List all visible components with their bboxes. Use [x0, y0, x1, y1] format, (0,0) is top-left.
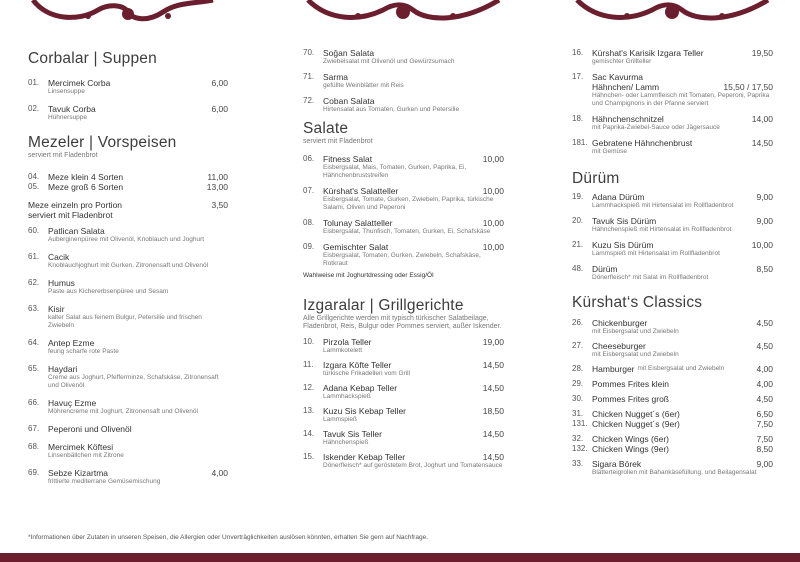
item-name: Kuzu Sis Dürüm	[592, 240, 654, 250]
item-name: Cacik	[48, 252, 70, 262]
item-number: 31.	[572, 409, 584, 418]
item-name: Kuzu Sis Kebap Teller	[323, 406, 407, 416]
salad-top-list	[303, 48, 504, 114]
item-name: Chicken Nugget´s (6er)	[592, 409, 680, 419]
item-number: 12.	[303, 383, 315, 392]
item-number: 27.	[572, 341, 584, 350]
item-description: Hähnchenspieß mit Hirtensalat im Rollfladenbrot	[592, 226, 732, 233]
item-price: 14,50	[482, 452, 504, 462]
item-name: Hähnchenschnitzel	[592, 114, 664, 124]
item-name: Meze klein 4 Sorten	[48, 172, 124, 182]
item-number: 13.	[303, 406, 315, 415]
item-name: Chicken Wings (9er)	[592, 444, 669, 454]
item-description: kalter Salat aus feinem Bulgur, Petersilie und frischen Zwiebeln	[48, 314, 202, 329]
item-price: 4,50	[756, 318, 773, 328]
item-name: Iskender Kebap Teller	[323, 452, 406, 462]
item-row	[572, 444, 773, 454]
item-description: mit Paprika-Zwiebel-Sauce oder Jägersauce	[592, 124, 720, 131]
menu-item	[303, 154, 504, 180]
menu-item	[28, 78, 228, 96]
item-row	[572, 434, 773, 444]
meze-einzeln-sub: serviert mit Fladenbrot	[28, 210, 113, 220]
item-row	[572, 318, 773, 328]
item-row	[572, 364, 773, 374]
item-number: 10.	[303, 337, 315, 346]
item-description: Lammspieß mit Hirtensalat im Rollfladenbrot	[592, 250, 720, 257]
item-name: Chickenburger	[592, 318, 648, 328]
item-description: gefüllte Weinblätter mit Reis	[323, 82, 404, 89]
menu-item	[28, 278, 228, 296]
item-price: 4,00	[211, 468, 228, 478]
allergy-footnote: *Informationen über Zutaten in unseren Speisen, die Allergien oder Unverträglichkeiten auslösen könnten, erhalten Sie gern auf Nachfrage.	[28, 534, 429, 541]
item-row	[303, 186, 504, 196]
item-inline-description: mit Eisbergsalat und Zwiebeln	[637, 365, 725, 372]
item-row	[28, 398, 228, 408]
item-row	[28, 278, 228, 288]
item-row	[303, 337, 504, 347]
item-row	[28, 338, 228, 348]
item-row	[303, 154, 504, 164]
menu-item	[572, 394, 773, 404]
item-description: Lammspieß	[323, 416, 357, 423]
item-price: 6,00	[211, 78, 228, 88]
item-row	[28, 304, 228, 314]
item-description: Eisbergsalat, Thunfisch, Tomaten, Gurken, Ei, Schafskäse	[323, 228, 491, 235]
item-number: 15.	[303, 452, 315, 461]
item-price: 6,50	[756, 409, 773, 419]
durum-list	[572, 192, 773, 282]
menu-item	[572, 434, 773, 444]
item-row	[572, 419, 773, 429]
item-name: Kisir	[48, 304, 65, 314]
item-price: 10,00	[482, 218, 504, 228]
item-description: Blätterteigrollen mit Bahankäsefüllung, und Beilagensalat	[592, 469, 757, 476]
menu-item	[28, 252, 228, 270]
item-name: Haydari	[48, 364, 78, 374]
item-name: Sigara Börek	[592, 459, 642, 469]
item-name: Gemischter Salat	[323, 242, 389, 252]
item-number: 01.	[28, 78, 40, 87]
item-number: 70.	[303, 48, 315, 57]
item-name: Izgara Köfte Teller	[323, 360, 392, 370]
item-number: 07.	[303, 186, 315, 195]
item-row	[572, 138, 773, 148]
menu-item	[572, 138, 773, 156]
item-price: 14,50	[482, 360, 504, 370]
item-description: Hirtensalat aus Tomaten, Gurken und Petersilie	[323, 106, 460, 113]
item-price: 9,00	[756, 192, 773, 202]
item-name: Humus	[48, 278, 75, 288]
item-row	[28, 252, 228, 262]
item-name: Pommes Frites klein	[592, 379, 669, 389]
item-number: 17.	[572, 72, 584, 81]
item-description: frittierte mediterrane Gemüsemischung	[48, 478, 161, 485]
menu-item	[28, 172, 228, 182]
item-price: 8,50	[756, 444, 773, 454]
item-number: 72.	[303, 96, 315, 105]
item-description: feurig scharfe rote Paste	[48, 348, 119, 355]
item-price: 10,00	[482, 242, 504, 252]
menu-item	[572, 264, 773, 282]
item-name: Peperoni und Olivenöl	[48, 424, 132, 434]
item-price: 11,00	[207, 172, 228, 182]
menu-item	[303, 337, 504, 355]
item-row	[572, 394, 773, 404]
item-price: 4,00	[756, 364, 773, 374]
item-number: 67.	[28, 424, 40, 433]
item-name: Sebze Kizartma	[48, 468, 108, 478]
item-name: Chicken Wings (6er)	[592, 434, 669, 444]
section-title-izgara: Izgaralar | Grillgerichte	[303, 297, 464, 314]
item-name: Kürshat's Karisik Izgara Teller	[592, 48, 704, 58]
item-price: 4,00	[756, 379, 773, 389]
item-description: Lammkotelett	[323, 347, 363, 354]
menu-item	[303, 242, 504, 268]
item-number: 29.	[572, 379, 584, 388]
item-row	[572, 82, 773, 92]
item-description: Hähnchenspieß	[323, 439, 369, 446]
classics-list	[572, 318, 773, 477]
menu-item	[572, 341, 773, 359]
item-name: Adana Kebap Teller	[323, 383, 398, 393]
item-number: 02.	[28, 104, 40, 113]
menu-item	[572, 48, 773, 66]
menu-item	[303, 218, 504, 236]
item-row	[572, 409, 773, 419]
item-row	[303, 360, 504, 370]
item-number: 30.	[572, 394, 584, 403]
menu-item	[28, 468, 228, 486]
item-number: 21.	[572, 240, 584, 249]
item-description: Auberginenpüree mit Olivenöl, Knoblauch und Joghurt	[48, 236, 205, 243]
item-description: Hähnchen- oder Lammfleisch mit Tomaten, Peperoni, Paprika und Champignons in der Pfanne serviert	[592, 92, 770, 107]
item-row	[572, 72, 773, 82]
menu-item	[303, 360, 504, 378]
meze-einzeln	[28, 200, 228, 210]
menu-item	[28, 226, 228, 244]
item-number: 68.	[28, 442, 40, 451]
item-price: 4,50	[756, 341, 773, 351]
menu-item	[303, 406, 504, 424]
item-number: 62.	[28, 278, 40, 287]
item-description: Linsensuppe	[48, 88, 85, 95]
meze-einzeln-label: Meze einzeln pro Portion	[28, 200, 123, 210]
item-row	[303, 72, 504, 82]
item-price: 7,50	[756, 434, 773, 444]
salate-list	[303, 154, 504, 268]
item-name: Tavuk Corba	[48, 104, 96, 114]
item-name: Gebratene Hähnchenbrust	[592, 138, 693, 148]
item-price: 19,50	[751, 48, 773, 58]
section-subtitle: serviert mit Fladenbrot	[28, 152, 98, 159]
menu-item	[303, 452, 504, 470]
item-number: 32.	[572, 434, 584, 443]
item-row	[572, 240, 773, 250]
item-description: Paste aus Kichererbsenpüree und Sesam	[48, 288, 169, 295]
section-subtitle: serviert mit Fladenbrot	[303, 138, 373, 145]
menu-item	[303, 72, 504, 90]
menu-item	[572, 364, 773, 374]
item-description: türkische Frikadellen vom Grill	[323, 370, 411, 377]
ornament-left	[28, 0, 218, 26]
item-row	[303, 406, 504, 416]
item-price: 14,50	[751, 138, 773, 148]
item-name: Sarma	[323, 72, 349, 82]
menu-item	[572, 459, 773, 477]
menu-item	[28, 442, 228, 460]
item-name: Kürshat's Salatteller	[323, 186, 399, 196]
item-description: Lammhackspieß mit Hirtensalat im Rollfladenbrot	[592, 202, 734, 209]
item-description: gemischter Grillteller	[592, 58, 652, 65]
item-number: 20.	[572, 216, 584, 225]
item-name: Antep Ezme	[48, 338, 95, 348]
item-number: 16.	[572, 48, 584, 57]
menu-item	[572, 216, 773, 234]
item-name: Meze groß 6 Sorten	[48, 182, 124, 192]
menu-item	[28, 338, 228, 356]
item-description: mit Eisbergsalat und Zwiebeln	[592, 351, 679, 358]
item-name: Pirzola Teller	[323, 337, 372, 347]
item-number: 19.	[572, 192, 584, 201]
item-price: 14,50	[482, 429, 504, 439]
menu-item	[572, 192, 773, 210]
meze-list	[28, 226, 228, 486]
item-name: Soğan Salata	[323, 48, 375, 58]
item-number: 08.	[303, 218, 315, 227]
item-number: 04.	[28, 172, 40, 181]
item-name: Dürüm	[592, 264, 618, 274]
item-row	[28, 364, 228, 374]
menu-item	[572, 409, 773, 419]
item-number: 71.	[303, 72, 315, 81]
item-price: 6,00	[211, 104, 228, 114]
item-price: 7,50	[756, 419, 773, 429]
menu-item	[28, 182, 228, 192]
item-price: 9,00	[756, 216, 773, 226]
item-description: Linsenbällchen mit Zitrone	[48, 452, 124, 459]
item-name: Tolunay Salatteller	[323, 218, 393, 228]
item-description: Eisbergsalat, Tomate, Gurken, Zwiebeln, Paprika, türkische Salami, Oliven und Peperoni	[323, 196, 494, 211]
item-row	[28, 424, 228, 434]
menu-item	[28, 424, 228, 434]
item-number: 26.	[572, 318, 584, 327]
item-number: 48.	[572, 264, 584, 273]
section-title-salate: Salate	[303, 120, 349, 137]
item-name: Mercimek Corba	[48, 78, 111, 88]
item-price: 10,00	[751, 240, 773, 250]
item-row	[28, 442, 228, 452]
section-title-classics: Kürshat‘s Classics	[572, 294, 703, 311]
item-name: Tavuk Sis Dürüm	[592, 216, 657, 226]
menu-item	[572, 240, 773, 258]
grill-top-list	[572, 48, 773, 156]
item-number: 64.	[28, 338, 40, 347]
item-number: 65.	[28, 364, 40, 373]
item-number: 06.	[303, 154, 315, 163]
item-name: Cheeseburger	[592, 341, 646, 351]
item-number: 11.	[303, 360, 314, 369]
item-row	[303, 218, 504, 228]
menu-column-3	[572, 48, 773, 477]
item-number: 33.	[572, 459, 584, 468]
section-title-durum: Dürüm	[572, 170, 620, 187]
item-name: Chicken Nugget´s (9er)	[592, 419, 680, 429]
item-name: Fitness Salat	[323, 154, 373, 164]
item-row	[572, 216, 773, 226]
item-price: 14,50	[482, 383, 504, 393]
item-description: Dönerfleisch* mit Salat im Rollfladenbrot	[592, 274, 709, 281]
item-number: 14.	[303, 429, 315, 438]
menu-item	[572, 114, 773, 132]
item-name: Tavuk Sis Teller	[323, 429, 382, 439]
item-number: 131.	[572, 419, 588, 428]
item-number: 18.	[572, 114, 584, 123]
menu-item	[303, 429, 504, 447]
item-price: 4,50	[756, 394, 773, 404]
item-description: Dönerfleisch* auf geröstetem Brot, Joghurt und Tomatensauce	[323, 462, 503, 469]
menu-item	[572, 379, 773, 389]
menu-item	[303, 96, 504, 114]
item-price: 10,00	[482, 154, 504, 164]
item-row	[572, 459, 773, 469]
item-row	[303, 242, 504, 252]
item-row	[572, 114, 773, 124]
item-number: 69.	[28, 468, 40, 477]
item-name: Pommes Frites groß	[592, 394, 669, 404]
menu-item	[303, 383, 504, 401]
item-price: 18,50	[482, 406, 504, 416]
item-number: 60.	[28, 226, 40, 235]
item-row	[572, 48, 773, 58]
item-name: Hamburger	[592, 364, 635, 374]
item-description: Lammhackspieß	[323, 393, 371, 400]
item-number: 181.	[572, 138, 588, 147]
item-name: Adana Dürüm	[592, 192, 645, 202]
item-name: Mercimek Köftesi	[48, 442, 114, 452]
item-number: 132.	[572, 444, 588, 453]
menu-item	[572, 419, 773, 429]
ornament-right	[572, 0, 773, 26]
item-number: 28.	[572, 364, 584, 373]
section-title-mezeler: Mezeler | Vorspeisen	[28, 134, 177, 151]
item-price: 8,50	[756, 264, 773, 274]
menu-item	[572, 444, 773, 454]
menu-column-1	[28, 48, 228, 486]
meze-einzeln-price: 3,50	[211, 200, 228, 210]
menu-column-2	[303, 48, 504, 470]
menu-item	[572, 72, 773, 108]
item-description: mit Eisbergsalat und Zwiebeln	[592, 328, 679, 335]
item-row	[28, 226, 228, 236]
item-price: 19,00	[482, 337, 504, 347]
item-description: Möhrencreme mit Joghurt, Zitronensaft und Olivenöl	[48, 408, 198, 415]
item-description: mit Gemüse	[592, 148, 628, 155]
item-row	[572, 341, 773, 351]
menu-item	[28, 398, 228, 416]
item-row	[28, 468, 228, 478]
item-description: Hühnersuppe	[48, 114, 88, 121]
menu-item	[303, 48, 504, 66]
item-row	[572, 264, 773, 274]
item-row	[303, 429, 504, 439]
item-row	[303, 452, 504, 462]
item-description: Creme aus Joghurt, Pfefferminze, Schafskäse, Zitronensaft und Olivenöl	[48, 374, 219, 389]
item-name: Sac Kavurma	[592, 72, 644, 82]
item-number: 09.	[303, 242, 315, 251]
menu-item	[28, 104, 228, 122]
ornament-center	[303, 0, 504, 26]
salate-note: Wahlweise mit Joghurtdressing oder Essig/Öl	[303, 272, 434, 279]
item-row	[303, 383, 504, 393]
item-row	[303, 48, 504, 58]
item-name-line2: Hähnchen/ Lamm	[592, 82, 660, 92]
item-row	[572, 192, 773, 202]
item-name: Coban Salata	[323, 96, 375, 106]
menu-item	[303, 186, 504, 212]
item-row	[303, 96, 504, 106]
item-description: Eisbergsalat, Mais, Tomaten, Gurken, Paprika, Ei, Hähnchenbruststreifen	[323, 164, 467, 179]
item-number: 63.	[28, 304, 40, 313]
menu-item	[28, 364, 228, 390]
item-price: 9,00	[756, 459, 773, 469]
item-description: Knoblauchjoghurt mit Gurken, Zitronensaft und Olivenöl	[48, 262, 209, 269]
item-description: Zwiebelsalat mit Olivenöl und Gewürzsumach	[323, 58, 455, 65]
izgara-list	[303, 337, 504, 470]
item-price: 15,50 / 17,50	[723, 82, 773, 92]
item-description: Eisbergsalat, Tomaten, Gurken, Zwiebeln, Schafskäse, Rotkraut	[323, 252, 481, 267]
item-number: 05.	[28, 182, 40, 191]
menu-item	[28, 304, 228, 330]
item-number: 61.	[28, 252, 40, 261]
item-name: Patlican Salata	[48, 226, 105, 236]
section-title-corbalar: Corbalar | Suppen	[28, 50, 157, 67]
section-subtitle: Alle Grillgerichte werden mit typisch türkischer Salatbeilage, Fladenbrot, Reis, Bulgur oder Pommes serviert, außer Iskender.	[303, 315, 502, 330]
item-price: 13,00	[206, 182, 228, 192]
menu-item	[572, 318, 773, 336]
item-price: 10,00	[482, 186, 504, 196]
item-name: Havuç Ezme	[48, 398, 97, 408]
item-number: 66.	[28, 398, 40, 407]
item-price: 14,00	[751, 114, 773, 124]
bottom-bar	[0, 553, 800, 562]
item-row	[572, 379, 773, 389]
